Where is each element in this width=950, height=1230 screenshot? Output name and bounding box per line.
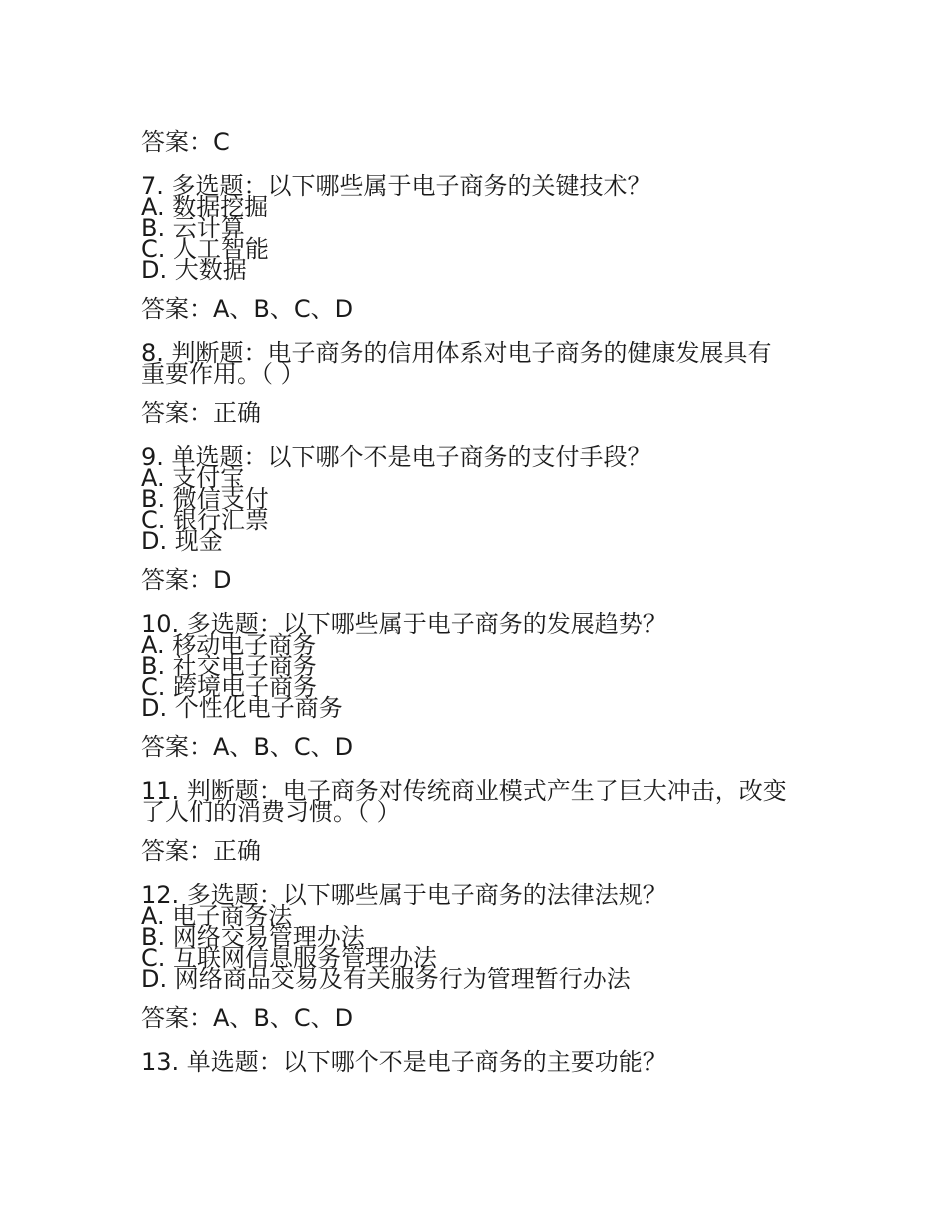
option-b: B. 微信支付 [141,485,269,513]
question-text: 10. 多选题：以下哪些属于电子商务的发展趋势？ [141,610,667,638]
option-d: D. 个性化电子商务 [141,694,343,722]
answer-line: 答案：A、B、C、D [141,1004,354,1032]
question-block [141,881,821,993]
option-a: A. 支付宝 [141,464,245,492]
question-text: 11. 判断题：电子商务对传统商业模式产生了巨大冲击，改变 [141,777,787,805]
option-c: C. 人工智能 [141,235,270,263]
answer-line: 答案：A、B、C、D [141,295,354,323]
option-d: D. 现金 [141,527,223,555]
question-text: 12. 多选题：以下哪些属于电子商务的法律法规？ [141,881,667,909]
question-text-continued: 了人们的消费习惯。（ ） [141,798,401,826]
question-block [141,443,821,555]
question-block [141,339,821,388]
option-a: A. 数据挖掘 [141,193,269,221]
option-d: D. 网络商品交易及有关服务行为管理暂行办法 [141,965,631,993]
question-block [141,610,821,722]
question-text: 8. 判断题：电子商务的信用体系对电子商务的健康发展具有 [141,339,772,367]
answer-line: 答案：正确 [141,399,261,427]
answer-line: 答案：C [141,128,230,156]
option-c: C. 银行汇票 [141,506,270,534]
question-text: 9. 单选题：以下哪个不是电子商务的支付手段？ [141,443,652,471]
question-block [141,172,821,284]
answer-line: 答案：A、B、C、D [141,733,354,761]
question-text-continued: 重要作用。（ ） [141,360,305,388]
answer-line: 答案：D [141,566,232,594]
option-a: A. 电子商务法 [141,902,293,930]
option-c: C. 跨境电子商务 [141,673,318,701]
answer-line: 答案：正确 [141,837,261,865]
option-b: B. 社交电子商务 [141,652,317,680]
question-text: 13. 单选题：以下哪个不是电子商务的主要功能？ [141,1048,667,1076]
question-block [141,1048,821,1076]
document-page [141,126,821,1076]
option-c: C. 互联网信息服务管理办法 [141,944,438,972]
question-block [141,777,821,826]
option-b: B. 网络交易管理办法 [141,923,365,951]
option-d: D. 大数据 [141,256,247,284]
question-text: 7. 多选题：以下哪些属于电子商务的关键技术？ [141,172,652,200]
option-b: B. 云计算 [141,214,245,242]
option-a: A. 移动电子商务 [141,631,317,659]
